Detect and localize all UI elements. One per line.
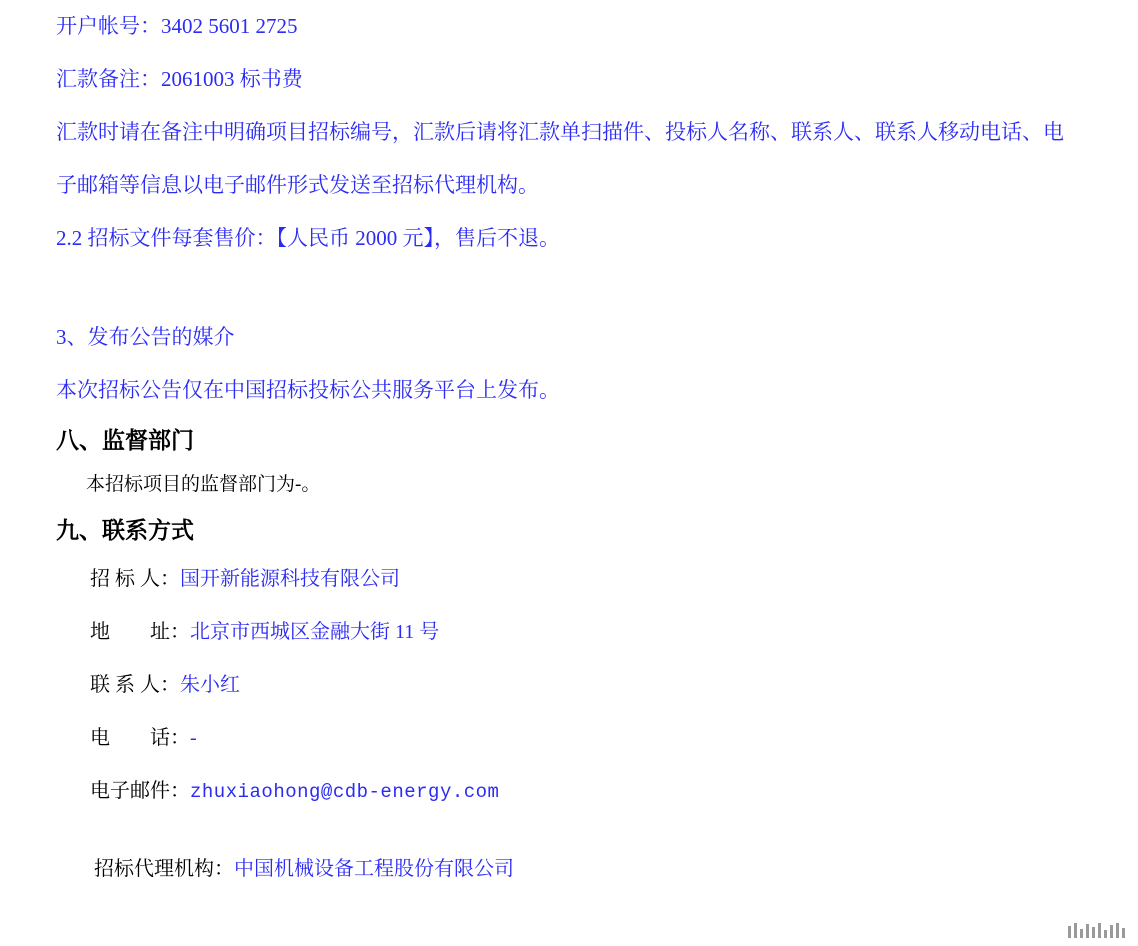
supervision-heading: 八、监督部门 <box>56 427 194 453</box>
document-price-line: 2.2 招标文件每套售价：【人民币 2000 元】，售后不退。 <box>56 226 560 250</box>
remittance-instruction: 汇款时请在备注中明确项目招标编号，汇款后请将汇款单扫描件、投标人名称、联系人、联系人移动电话、电子邮箱等信息以电子邮件形式发送至招标代理机构。 <box>56 120 1064 197</box>
media-section-body: 本次招标公告仅在中国招标投标公共服务平台上发布。 <box>56 378 560 402</box>
contact-row-address <box>56 606 1082 659</box>
contact-row-phone <box>56 712 1082 765</box>
contact-value-email: zhuxiaohong@cdb-energy.com <box>190 781 500 803</box>
bank-account-line: 开户帐号：3402 5601 2725 <box>56 14 298 38</box>
contact-row-bidder <box>56 553 1082 606</box>
supervision-body: 本招标项目的监督部门为-。 <box>86 474 321 495</box>
contact-value-phone: - <box>190 727 197 749</box>
agency-value: 中国机械设备工程股份有限公司 <box>234 858 514 880</box>
section-gap-2 <box>56 819 1082 849</box>
contact-label-address: 地 址： <box>90 621 190 643</box>
contact-value-person: 朱小红 <box>180 674 240 696</box>
contact-label-phone: 电 话： <box>90 727 190 749</box>
contact-label-email: 电子邮件： <box>90 780 190 802</box>
agency-label: 招标代理机构： <box>94 858 234 880</box>
bank-remark-line: 汇款备注：2061003 标书费 <box>56 67 303 91</box>
agency-row <box>56 849 1082 889</box>
section-gap-1 <box>56 265 1082 311</box>
scan-marks-decoration <box>1068 922 1128 938</box>
contact-row-email <box>56 765 1082 819</box>
contact-label-person: 联 系 人： <box>90 674 180 696</box>
media-section-title: 3、发布公告的媒介 <box>56 325 235 349</box>
contact-label-bidder: 招 标 人： <box>90 568 180 590</box>
contact-heading: 九、联系方式 <box>56 517 194 543</box>
contact-value-address: 北京市西城区金融大街 11 号 <box>190 621 440 643</box>
contact-row-person <box>56 659 1082 712</box>
contact-value-bidder: 国开新能源科技有限公司 <box>180 568 400 590</box>
